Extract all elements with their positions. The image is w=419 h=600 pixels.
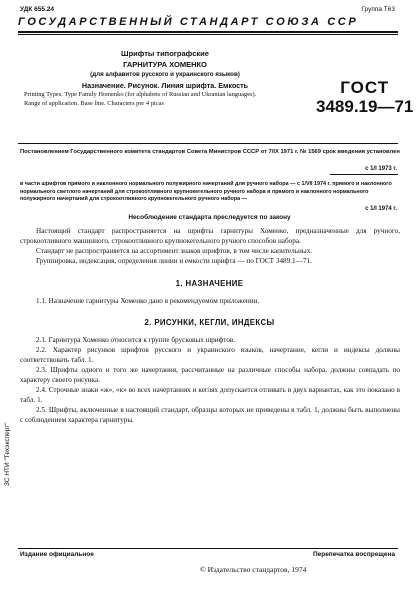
title-line-2: ГАРНИТУРА ХОМЕНКО [123,60,207,69]
intro-paragraph-2: Стандарт не распространяется на ассортимент знаков шрифтов, в том числе капительных. [36,247,313,255]
standard-banner: ГОСУДАРСТВЕННЫЙ СТАНДАРТ СОЮЗА ССР [18,16,359,28]
udk-code: УДК 655.24 [20,6,54,13]
effective-date-3: с 1/I 1974 г. [365,206,397,212]
side-stamp [2,378,16,488]
clause-2-5: 2.5. Шрифты, включенные в настоящий стандарт, образцы которых не приведены в табл. 1, должны быть выполнены с соблюдением характера гарнитуры. [20,406,400,424]
title-line-4: Назначение. Рисунок. Линия шрифта. Емкость [81,81,249,90]
violation-notice: Несоблюдение стандарта преследуется по закону [128,214,291,221]
gost-number: 3489.19—71 [316,97,414,116]
intro-paragraph-3: Группировка, индексация, определения линии и емкости шрифта — по ГОСТ 3489.1—71. [36,257,312,265]
section-1-title: 1. НАЗНАЧЕНИЕ [175,279,244,288]
section-rule [18,143,398,144]
header-rule-thin [18,34,398,35]
clause-2-4: 2.4. Строчные знаки «ж», «к» во всех начертаниях и кеглях допускается отливать в двух вариантах, как это показано в табл. 1. [20,386,400,404]
resolution-text: Постановлением Государственного комитета стандартов Совета Министров СССР от 7/IX 1971 г. № 1569 срок введения установлен [20,149,400,155]
footer-rule [18,548,398,549]
gost-designation [316,78,413,116]
title-line-3: (для алфавитов русского и украинского языков) [90,71,240,78]
title-block [20,48,310,108]
side-stamp-text: ЗС НТИ "Техэксперт" [4,422,11,486]
header-rule-thick [18,31,398,33]
clause-2-3: 2.3. Шрифты одного и того же начертания, рассчитанные на различные способы набора, должны совпадать по характеру своего рисунка. [20,366,400,384]
date-rule [330,174,398,175]
english-title-1: Printing Types. Type Family Homenko (for alphabets of Russian and Ukranian languages). [24,91,257,98]
clause-2-2: 2.2. Характер рисунков шрифтов русского и украинского языков, начертание, кегли и индексы должны соответствовать табл. 1. [20,346,400,364]
official-edition-label: Издание официальное [20,551,94,558]
gost-label: ГОСТ [340,78,390,97]
resolution-details: в части шрифтов прямого и наклонного нормального полужирного начертаний для ручного набора — с 1/VII 1974 г. прямого и наклонного нормального светлого начертаний для строкоотливного крупнокегельного ручного набора и прямого и наклонного нормального полужирного начертаний для строкоотливного крупнокегельного ручного набора — [20,181,392,202]
copyright-notice: © Издательство стандартов, 1974 [200,565,307,574]
title-line-1: Шрифты типографские [121,49,209,58]
english-title-2: Range of application. Base line. Characters per 4 picas [24,99,164,107]
group-code: Группа Т63 [361,6,395,13]
effective-date-1: с 1/I 1973 г. [365,166,397,172]
section-2-title: 2. РИСУНКИ, КЕГЛИ, ИНДЕКСЫ [144,318,275,327]
intro-paragraph-1: Настоящий стандарт распространяется на шрифты гарнитуры Хоменко, предназначенные для ручного, строкоотливного машинного, строкоотливного крупнокегельного ручного способов набора. [20,227,400,245]
reprint-forbidden-label: Перепечатка воспрещена [312,551,395,558]
clause-2-1: 2.1. Гарнитура Хоменко относится к группе брусковых шрифтов. [36,336,236,344]
clause-1-1: 1.1. Назначение гарнитуры Хоменко дано в рекомендуемом приложении. [36,297,260,305]
